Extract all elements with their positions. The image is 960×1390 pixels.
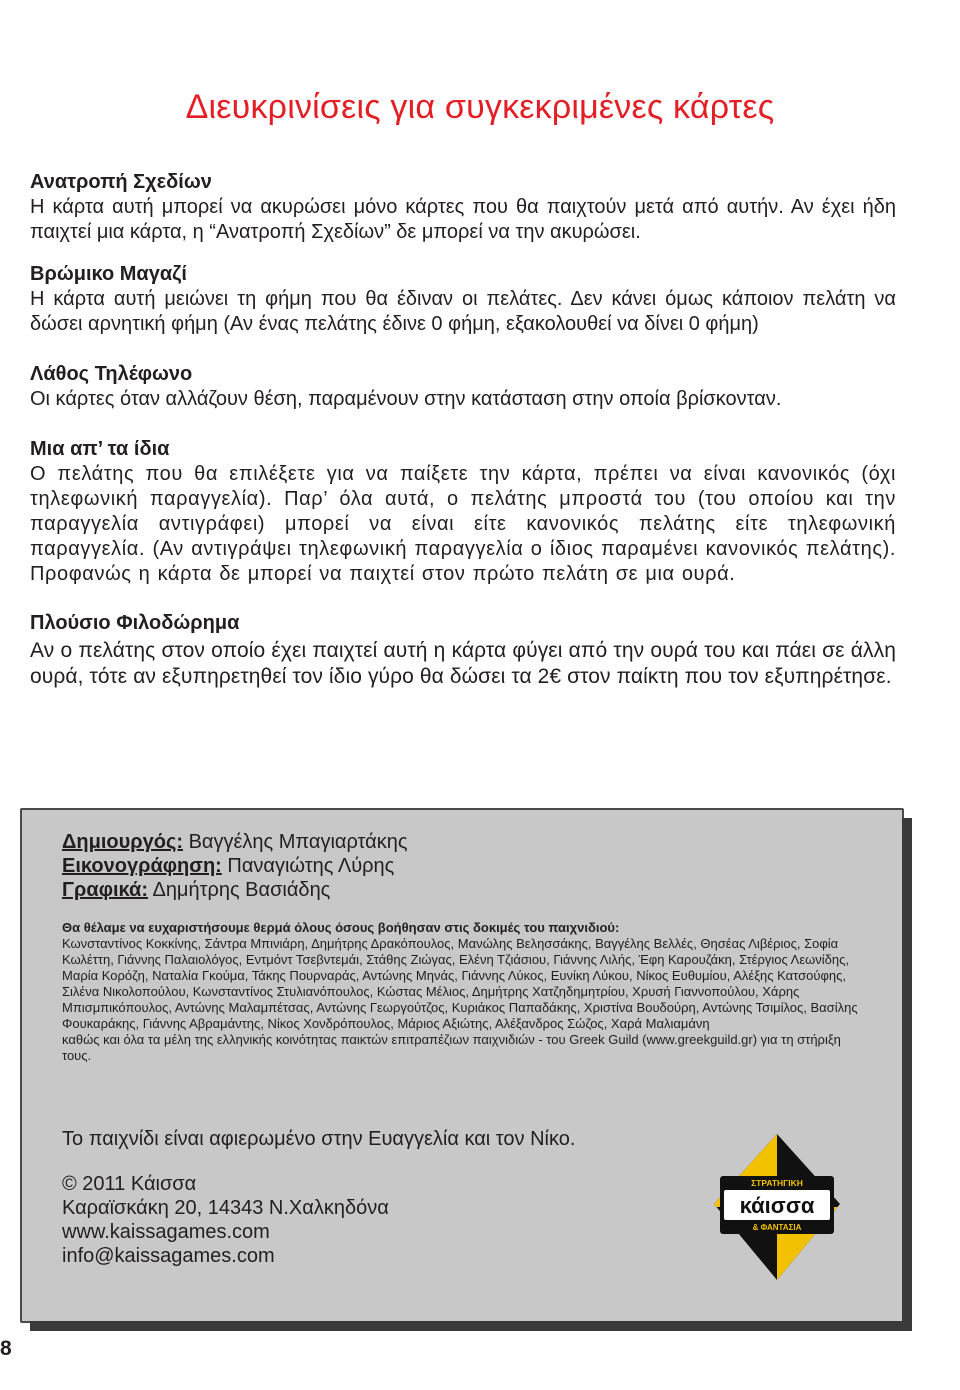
logo-top-text: ΣΤΡΑΤΗΓΙΚΗ	[751, 1178, 803, 1188]
section-title: Λάθος Τηλέφωνο	[30, 363, 193, 385]
thanks-title: Θα θέλαμε να ευχαριστήσουμε θερμά όλους όσους βοήθησαν στις δοκιμές του παιχνιδιού:	[62, 920, 620, 935]
address: Καραϊσκάκη 20, 14343 Ν.Χαλκηδόνα	[62, 1197, 389, 1219]
thanks-extra: καθώς και όλα τα μέλη της ελληνικής κοινότητας παικτών επιτραπέζιων παιχνιδιών - του Greek Guild (www.greekguild.gr) για τη στήριξη τους.	[62, 1032, 841, 1063]
illustration-label: Εικονογράφηση:	[62, 855, 222, 877]
logo-bottom-text: & ΦΑΝΤΑΣΙΑ	[752, 1223, 802, 1232]
logo-brand: κάισσα	[739, 1193, 815, 1218]
thanks-block	[62, 920, 862, 1064]
section-text: Η κάρτα αυτή μπορεί να ακυρώσει μόνο κάρτες που θα παιχτούν μετά από αυτήν. Αν έχει ήδη παιχτεί μια κάρτα, η “Ανατροπή Σχεδίων” δε μπορεί να την ακυρώσει.	[30, 196, 896, 243]
section-lathos-tilefono	[30, 362, 896, 412]
page-title: Διευκρινίσεις για συγκεκριμένες κάρτες	[185, 88, 775, 126]
credits-roles	[62, 830, 408, 902]
copyright: © 2011 Κάισσα	[62, 1173, 197, 1195]
section-text: Αν ο πελάτης στον οποίο έχει παιχτεί αυτή η κάρτα φύγει από την ουρά του και πάει σε άλλη ουρά, τότε αν εξυπηρετηθεί τον ίδιο γύρο θα δώσει τα 2€ στον παίκτη που τον εξυπηρέτησε.	[30, 639, 896, 688]
section-title: Πλούσιο Φιλοδώρημα	[30, 612, 240, 634]
illustration-name: Παναγιώτης Λύρης	[227, 855, 395, 877]
kaissa-logo-icon	[712, 1132, 842, 1282]
clarifications-content	[30, 170, 896, 690]
section-vromiko-magazi	[30, 262, 896, 337]
illustration-line	[62, 854, 408, 878]
designer-label: Δημιουργός:	[62, 831, 184, 853]
section-title: Μια απ’ τα ίδια	[30, 438, 170, 460]
section-text: Οι κάρτες όταν αλλάζουν θέση, παραμένουν στην κατάσταση στην οποία βρίσκονταν.	[30, 388, 782, 410]
email-link[interactable]: info@kaissagames.com	[62, 1245, 275, 1267]
section-title: Ανατροπή Σχεδίων	[30, 171, 212, 193]
dedication: Το παιχνίδι είναι αφιερωμένο στην Ευαγγελία και τον Νίκο.	[62, 1128, 576, 1150]
section-title: Βρώμικο Μαγαζί	[30, 263, 187, 285]
website-link[interactable]: www.kaissagames.com	[62, 1221, 270, 1243]
section-text: Η κάρτα αυτή μειώνει τη φήμη που θα έδιναν οι πελάτες. Δεν κάνει όμως κάποιον πελάτη να δώσει αρνητική φήμη (Αν ένας πελάτης έδινε 0 φήμη, εξακολουθεί να δίνει 0 φήμη)	[30, 288, 896, 335]
section-plousio-filodorima	[30, 611, 896, 690]
publisher-contact	[62, 1172, 389, 1268]
graphics-label: Γραφικά:	[62, 879, 148, 901]
section-text: Ο πελάτης που θα επιλέξετε για να παίξετε την κάρτα, πρέπει να είναι κανονικός (όχι τηλεφωνική παραγγελία). Παρ’ όλα αυτά, ο πελάτης μπροστά του (του οποίου και την παραγγελία αντιγράφει) μπορεί να είναι είτε κανονικός πελάτης είτε τηλεφωνική παραγγελία. (Αν αντιγράψει τηλεφωνική παραγγελία ο ίδιος παραμένει κανονικός πελάτης). Προφανώς η κάρτα δε μπορεί να παιχτεί στον πρώτο πελάτη σε μια ουρά.	[30, 463, 896, 585]
designer-name: Βαγγέλης Μπαγιαρτάκης	[188, 831, 408, 853]
page-number: 8	[0, 1337, 12, 1360]
credits-box	[20, 808, 904, 1323]
designer-line	[62, 830, 408, 854]
section-anatropi-schedion	[30, 170, 896, 245]
graphics-line	[62, 878, 408, 902]
thanks-names: Κωνσταντίνος Κοκκίνης, Σάντρα Μπινιάρη, Δημήτρης Δρακόπουλος, Μανώλης Βελησσάκης, Βαγγέλης Βελλές, Θησέας Λιβέριος, Σοφία Κωλέττη, Γιάννης Παλαιολόγος, Εντμόντ Τσεβντεμάι, Στάθης Ζιώγας, Ελένη Τζιάσιου, Γιάννης Λιλής, Έφη Καρουζάκη, Στέργιος Λεωνίδης, Μαρία Κορόζη, Ναταλία Γκούμα, Τάκης Πουρναράς, Αντώνης Μηνάς, Γιάννης Λύκος, Ευνίκη Λύκου, Νίκος Ευθυμίου, Αλέξης Κατσούφης, Σιλένα Νικολοπούλου, Κωνσταντίνος Στυλιανόπουλος, Κώστας Μέλιος, Δημήτρης Χατζηδημητρίου, Χρυσή Γιαννοπούλου, Χάρης Μπισμπικόπουλος, Αντώνης Μαλαμπέτσας, Αντώνης Γεωργούτζος, Κυριάκος Παπαδάκης, Χριστίνα Βουδούρη, Αντώνης Τσιμίλος, Βασίλης Φουκαράκης, Γιάννης Αβραμάντης, Νίκος Χονδρόπουλος, Μάριος Αξιώτης, Αλέξανδρος Σώζος, Χαρά Μαλιαμάνη	[62, 936, 858, 1031]
section-mia-ap-ta-idia	[30, 437, 896, 587]
graphics-name: Δημήτρης Βασιάδης	[152, 879, 331, 901]
